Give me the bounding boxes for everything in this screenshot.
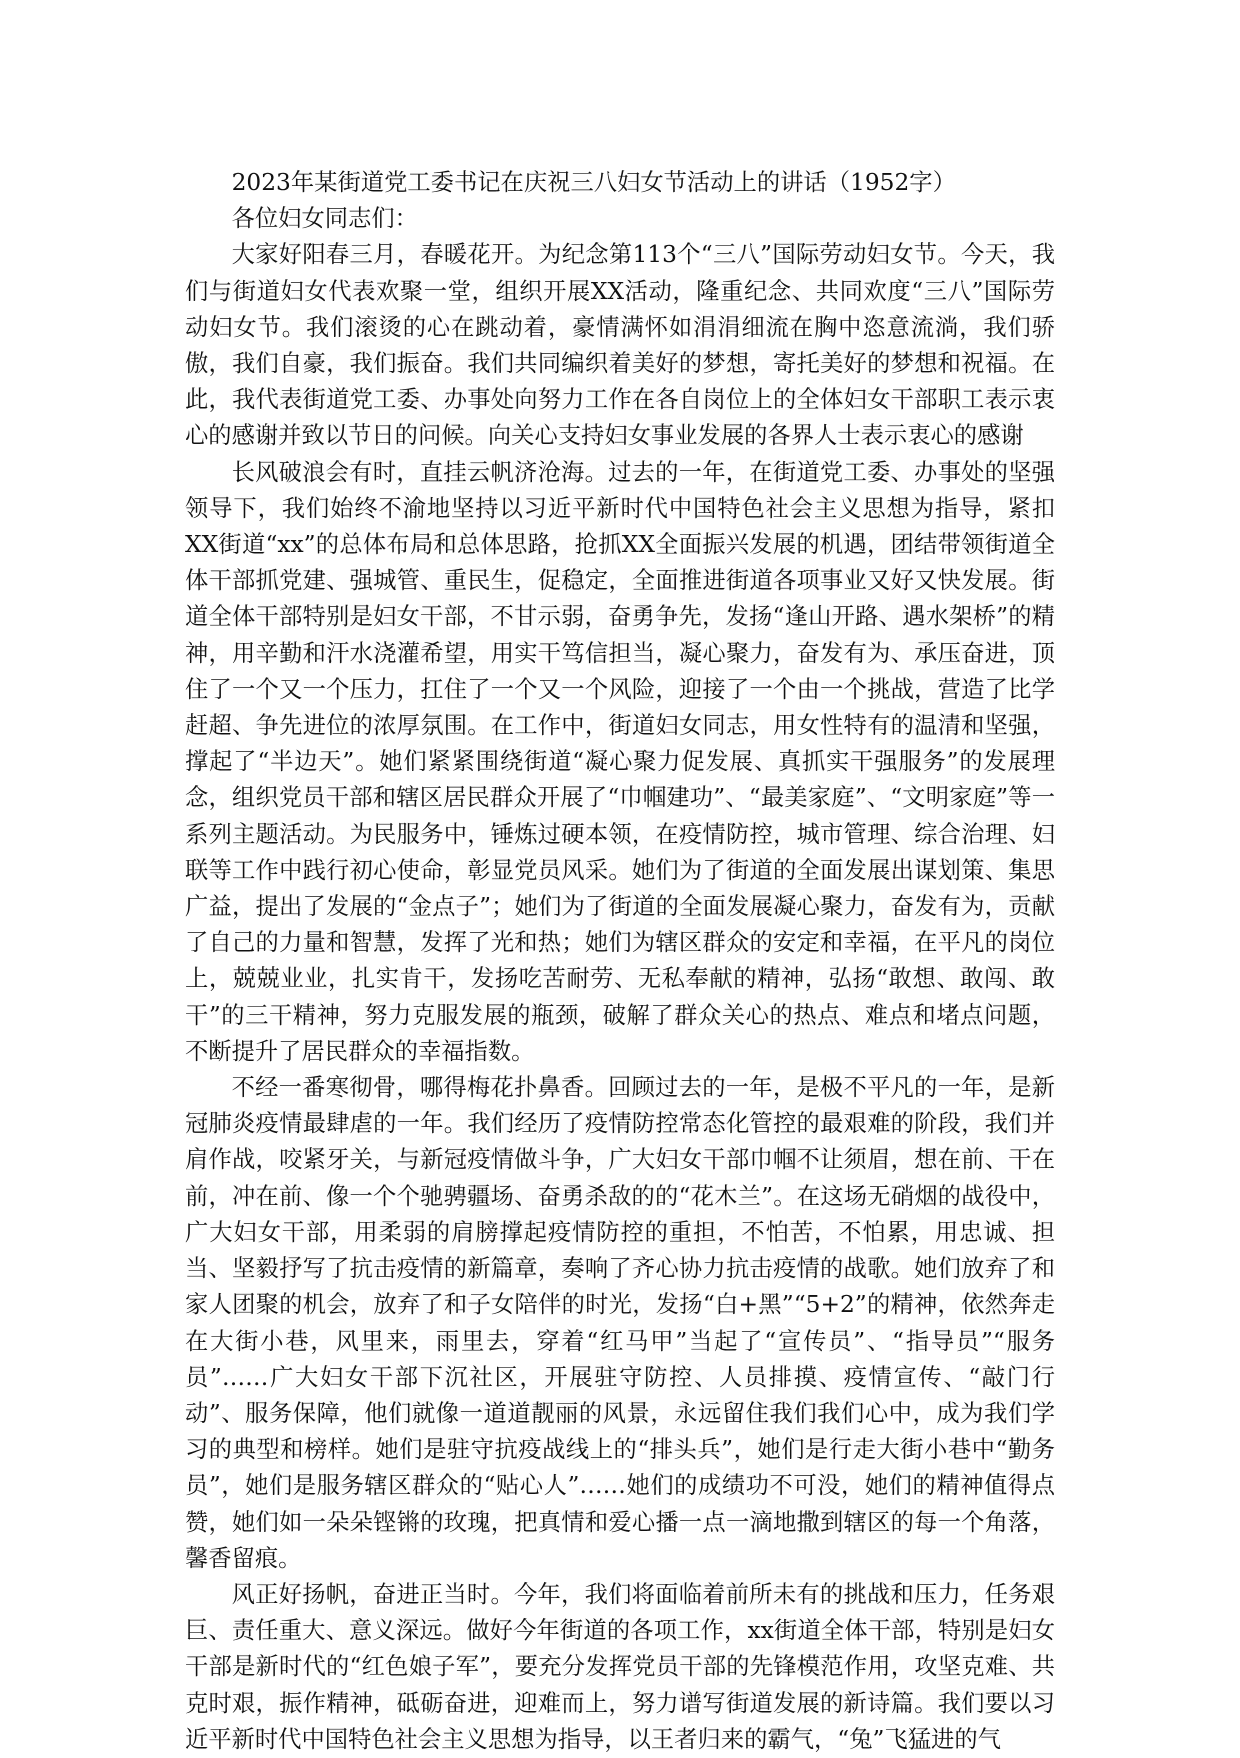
salutation: 各位妇女同志们： [231, 205, 418, 233]
paragraph-opening: 大家好阳春三月，春暖花开。为纪念第113个“三八”国际劳动妇女节。今天，我们与街道妇女代表欢聚一堂，组织开展XX活动，隆重纪念、共同欢度“三八”国际劳动妇女节。我们滚烫的心在跳动着，豪情满怀如涓涓细流在胸中恣意流淌，我们骄傲，我们自豪，我们振奋。我们共同编织着美好的梦想，寄托美好的梦想和祝福。在此，我代表街道党工委、办事处向努力工作在各自岗位上的全体妇女干部职工表示衷心的感谢并致以节日的问候。向关心支持妇女事业发展的各界人士表示衷心的感谢 [185, 241, 1055, 450]
paragraph-this-year: 风正好扬帆，奋进正当时。今年，我们将面临着前所未有的挑战和压力，任务艰巨、责任重大、意义深远。做好今年街道的各项工作，xx街道全体干部，特别是妇女干部是新时代的“红色娘子军”，要充分发挥党员干部的先锋模范作用，攻坚克难、共克时艰，振作精神，砥砺奋进，迎难而上，努力谱写街道发展的新诗篇。我们要以习近平新时代中国特色社会主义思想为指导，以王者归来的霸气，“兔”飞猛进的气 [185, 1580, 1055, 1753]
document-body [185, 165, 1055, 1758]
paragraph-past-year: 长风破浪会有时，直挂云帆济沧海。过去的一年，在街道党工委、办事处的坚强领导下，我们始终不渝地坚持以习近平新时代中国特色社会主义思想为指导，紧扣XX街道“xx”的总体布局和总体思路，抢抓XX全面振兴发展的机遇，团结带领街道全体干部抓党建、强城管、重民生，促稳定，全面推进街道各项事业又好又快发展。街道全体干部特别是妇女干部，不甘示弱，奋勇争先，发扬“逢山开路、遇水架桥”的精神，用辛勤和汗水浇灌希望，用实干笃信担当，凝心聚力，奋发有为、承压奋进，顶住了一个又一个压力，扛住了一个又一个风险，迎接了一个由一个挑战，营造了比学赶超、争先进位的浓厚氛围。在工作中，街道妇女同志，用女性特有的温清和坚强，撑起了“半边天”。她们紧紧围绕街道“凝心聚力促发展、真抓实干强服务”的发展理念，组织党员干部和辖区居民群众开展了“巾帼建功”、“最美家庭”、“文明家庭”等一系列主题活动。为民服务中，锤炼过硬本领，在疫情防控，城市管理、综合治理、妇联等工作中践行初心使命，彰显党员风采。她们为了街道的全面发展出谋划策、集思广益，提出了发展的“金点子”；她们为了街道的全面发展凝心聚力，奋发有为，贡献了自己的力量和智慧，发挥了光和热；她们为辖区群众的安定和幸福，在平凡的岗位上，兢兢业业，扎实肯干，发扬吃苦耐劳、无私奉献的精神，弘扬“敢想、敢闯、敢干”的三干精神，努力克服发展的瓶颈，破解了群众关心的热点、难点和堵点问题，不断提升了居民群众的幸福指数。 [185, 458, 1055, 1065]
document-title: 2023年某街道党工委书记在庆祝三八妇女节活动上的讲话（1952字） [231, 169, 956, 196]
paragraph-epidemic: 不经一番寒彻骨，哪得梅花扑鼻香。回顾过去的一年，是极不平凡的一年，是新冠肺炎疫情最肆虐的一年。我们经历了疫情防控常态化管控的最艰难的阶段，我们并肩作战，咬紧牙关，与新冠疫情做斗争，广大妇女干部巾帼不让须眉，想在前、干在前，冲在前、像一个个驰骋疆场、奋勇杀敌的的“花木兰”。在这场无硝烟的战役中，广大妇女干部，用柔弱的肩膀撑起疫情防控的重担，不怕苦，不怕累，用忠诚、担当、坚毅抒写了抗击疫情的新篇章，奏响了齐心协力抗击疫情的战歌。她们放弃了和家人团聚的机会，放弃了和子女陪伴的时光，发扬“白+黑”“5+2”的精神，依然奔走在大街小巷，风里来，雨里去，穿着“红马甲”当起了“宣传员”、“指导员”“服务员”……广大妇女干部下沉社区，开展驻守防控、人员排摸、疫情宣传、“敲门行动”、服务保障，他们就像一道道靓丽的风景，永远留住我们我们心中，成为我们学习的典型和榜样。她们是驻守抗疫战线上的“排头兵”，她们是行走大街小巷中“勤务员”，她们是服务辖区群众的“贴心人”……她们的成绩功不可没，她们的精神值得点赞，她们如一朵朵铿锵的玫瑰，把真情和爱心播一点一滴地撒到辖区的每一个角落，馨香留痕。 [185, 1074, 1055, 1572]
